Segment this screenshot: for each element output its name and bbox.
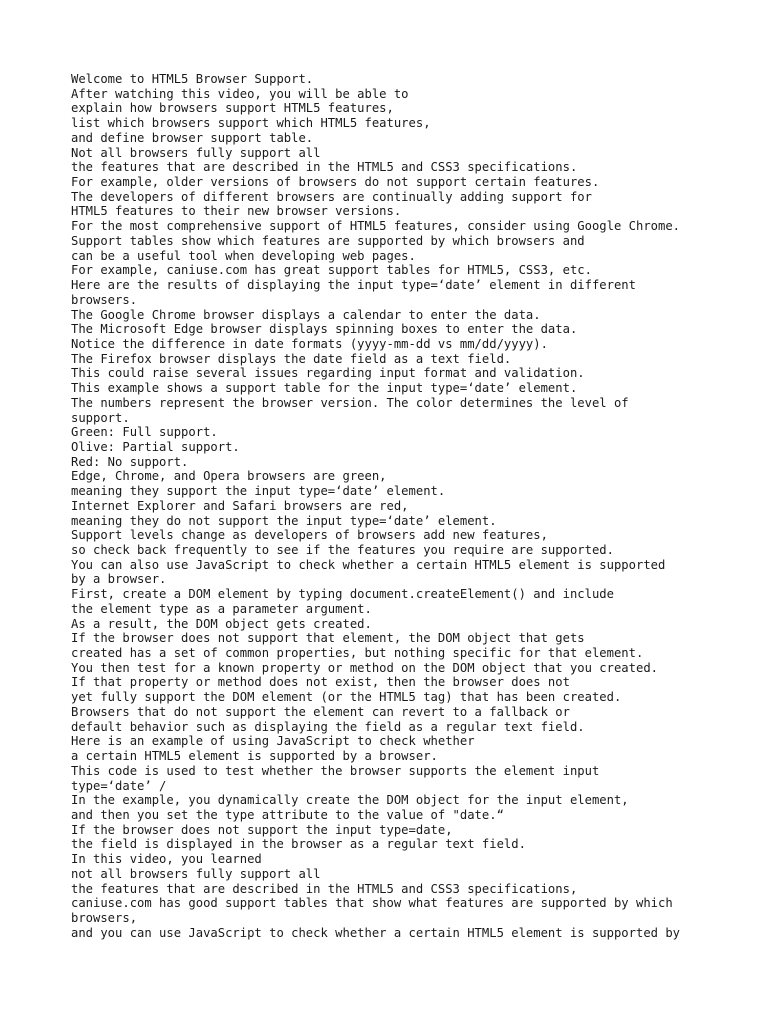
transcript-line: If that property or method does not exist, then the browser does not xyxy=(71,675,570,690)
transcript-line: In the example, you dynamically create the DOM object for the input element, xyxy=(71,793,629,808)
transcript-line: Support levels change as developers of browsers add new features, xyxy=(71,528,548,543)
transcript-line: Support tables show which features are supported by which browsers and xyxy=(71,233,585,248)
transcript-line: the features that are described in the HTML5 and CSS3 specifications, xyxy=(71,881,578,896)
transcript-line: the features that are described in the HTML5 and CSS3 specifications. xyxy=(71,160,578,175)
transcript-line: You then test for a known property or method on the DOM object that you created. xyxy=(71,660,658,675)
transcript-line: default behavior such as displaying the field as a regular text field. xyxy=(71,719,585,734)
transcript-line: Welcome to HTML5 Browser Support. xyxy=(71,72,314,86)
transcript-line: and define browser support table. xyxy=(71,130,314,145)
transcript-line: support. xyxy=(71,410,130,425)
transcript-line: The developers of different browsers are continually adding support for xyxy=(71,189,592,204)
transcript-line: and you can use JavaScript to check whether a certain HTML5 element is supported by xyxy=(71,925,681,940)
transcript-line: not all browsers fully support all xyxy=(71,866,321,881)
transcript-line: a certain HTML5 element is supported by a browser. xyxy=(71,749,438,764)
transcript-line: The Google Chrome browser displays a calendar to enter the data. xyxy=(71,307,541,322)
transcript-line: In this video, you learned xyxy=(71,852,262,867)
transcript-line: Here are the results of displaying the input type=‘date’ element in different xyxy=(71,278,636,293)
transcript-line: This could raise several issues regarding input format and validation. xyxy=(71,366,585,381)
transcript-line: Internet Explorer and Safari browsers are red, xyxy=(71,498,409,513)
transcript-line: Olive: Partial support. xyxy=(71,439,240,454)
transcript-line: and then you set the type attribute to the value of "date.“ xyxy=(71,807,504,822)
transcript-line: by a browser. xyxy=(71,572,167,587)
transcript-line: This example shows a support table for the input type=‘date’ element. xyxy=(71,381,578,396)
transcript-line: Here is an example of using JavaScript to check whether xyxy=(71,734,475,749)
transcript-line: the element type as a parameter argument. xyxy=(71,601,372,616)
transcript-line: This code is used to test whether the browser supports the element input xyxy=(71,763,600,778)
transcript-line: Not all browsers fully support all xyxy=(71,145,321,160)
transcript-line: list which browsers support which HTML5 features, xyxy=(71,116,431,131)
transcript-line: After watching this video, you will be able to xyxy=(71,86,409,101)
transcript-line: meaning they do not support the input type=‘date’ element. xyxy=(71,513,497,528)
transcript-line: The Microsoft Edge browser displays spinning boxes to enter the data. xyxy=(71,322,578,337)
transcript-line: The Firefox browser displays the date field as a text field. xyxy=(71,351,512,366)
transcript-line: meaning they support the input type=‘date’ element. xyxy=(71,484,446,499)
transcript-line: browsers, xyxy=(71,910,138,925)
transcript-line: If the browser does not support the input type=date, xyxy=(71,822,453,837)
transcript-line: type=‘date’ / xyxy=(71,778,167,793)
transcript-text xyxy=(71,72,761,940)
transcript-line: For example, caniuse.com has great support tables for HTML5, CSS3, etc. xyxy=(71,263,592,278)
transcript-line: created has a set of common properties, but nothing specific for that element. xyxy=(71,646,644,661)
transcript-line: so check back frequently to see if the features you require are supported. xyxy=(71,543,614,557)
transcript-line: explain how browsers support HTML5 features, xyxy=(71,101,394,116)
transcript-line: For example, older versions of browsers do not support certain features. xyxy=(71,175,600,190)
transcript-line: Red: No support. xyxy=(71,454,189,469)
transcript-line: You can also use JavaScript to check whether a certain HTML5 element is supported xyxy=(71,557,666,572)
transcript-line: browsers. xyxy=(71,292,138,307)
transcript-line: the field is displayed in the browser as a regular text field. xyxy=(71,837,526,852)
transcript-line: Browsers that do not support the element can revert to a fallback or xyxy=(71,704,570,719)
transcript-line: HTML5 features to their new browser versions. xyxy=(71,204,402,219)
transcript-line: Edge, Chrome, and Opera browsers are green, xyxy=(71,469,387,484)
transcript-line: If the browser does not support that element, the DOM object that gets xyxy=(71,631,585,646)
transcript-line: Green: Full support. xyxy=(71,425,218,440)
transcript-line: As a result, the DOM object gets created. xyxy=(71,616,372,631)
transcript-line: yet fully support the DOM element (or the HTML5 tag) that has been created. xyxy=(71,690,622,705)
transcript-line: can be a useful tool when developing web pages. xyxy=(71,248,416,263)
transcript-line: For the most comprehensive support of HTML5 features, consider using Google Chrome. xyxy=(71,219,681,234)
transcript-line: The numbers represent the browser version. The color determines the level of xyxy=(71,395,629,410)
transcript-line: Notice the difference in date formats (yyyy-mm-dd vs mm/dd/yyyy). xyxy=(71,336,548,351)
transcript-line: caniuse.com has good support tables that show what features are supported by which xyxy=(71,896,673,911)
transcript-line: First, create a DOM element by typing document.createElement() and include xyxy=(71,587,614,602)
